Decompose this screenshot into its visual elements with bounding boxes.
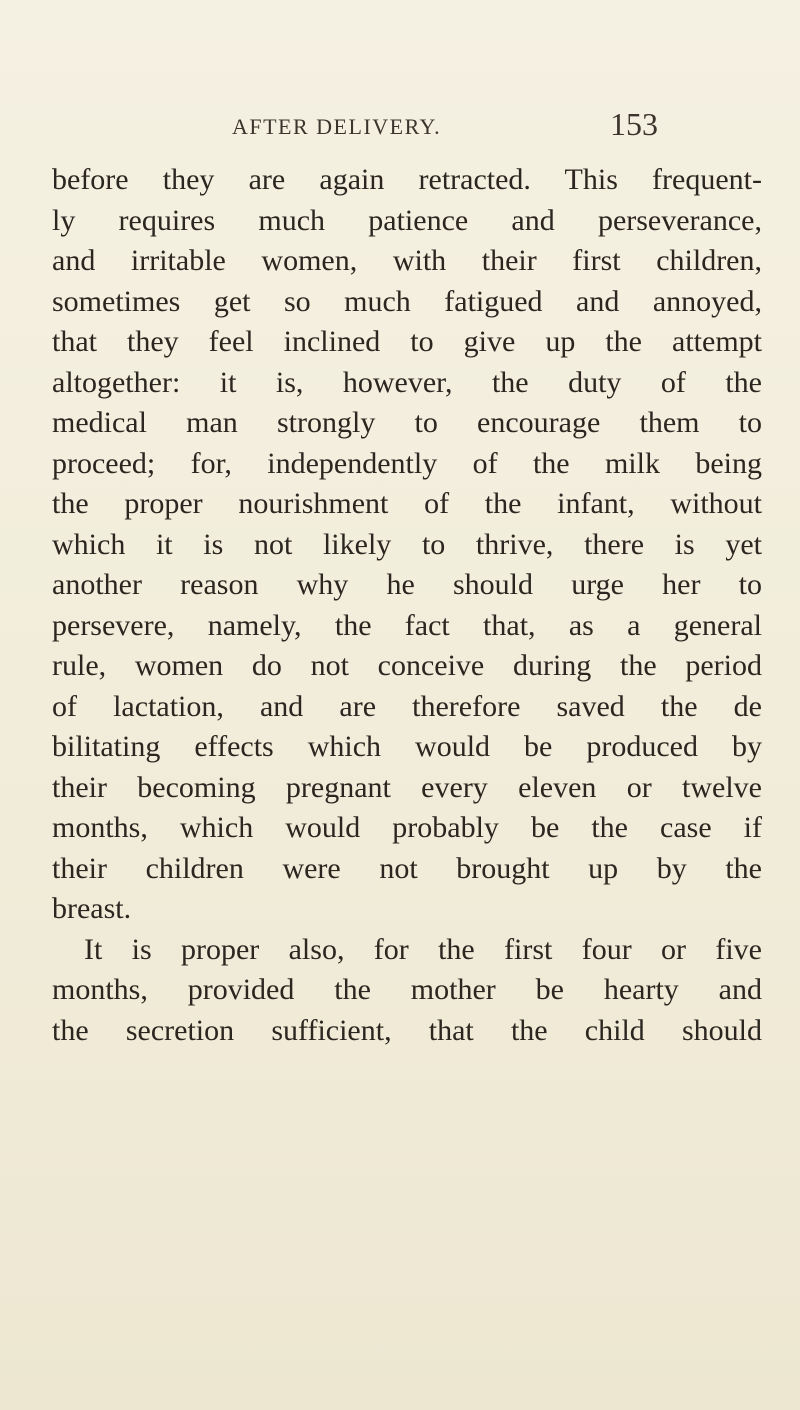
text-line: their becoming pregnant every eleven or twelve — [52, 770, 762, 804]
text-line: proceed; for, independently of the milk being — [52, 446, 762, 480]
text-line: rule, women do not conceive during the period — [52, 649, 762, 682]
text-line: the proper nourishment of the infant, without — [52, 487, 762, 520]
text-line: medical man strongly to encourage them to — [52, 406, 762, 439]
text-line: the secretion sufficient, that the child should — [52, 1013, 762, 1047]
text-line: of lactation, and are therefore saved the de — [52, 689, 762, 723]
text-line: altogether: it is, however, the duty of the — [52, 365, 762, 399]
text-line: bilitating effects which would be produced by — [52, 730, 762, 763]
text-line: that they feel inclined to give up the attempt — [52, 325, 762, 358]
text-line: another reason why he should urge her to — [52, 568, 762, 601]
body-text — [52, 160, 762, 1051]
text-line: persevere, namely, the fact that, as a general — [52, 608, 762, 642]
text-line: months, provided the mother be hearty and — [52, 973, 762, 1006]
text-line: breast. — [52, 892, 132, 925]
text-line: and irritable women, with their first children, — [52, 244, 762, 277]
text-line: before they are again retracted. This frequent- — [52, 163, 762, 196]
text-line: their children were not brought up by the — [52, 851, 762, 885]
text-line: sometimes get so much fatigued and annoyed, — [52, 284, 762, 318]
text-line: which it is not likely to thrive, there is yet — [52, 527, 762, 561]
text-line: It is proper also, for the first four or five — [84, 932, 762, 966]
text-line: months, which would probably be the case if — [52, 811, 762, 844]
page-number: 153 — [610, 106, 658, 142]
text-line: ly requires much patience and perseverance, — [52, 203, 762, 237]
running-head: AFTER DELIVERY. — [232, 114, 442, 139]
